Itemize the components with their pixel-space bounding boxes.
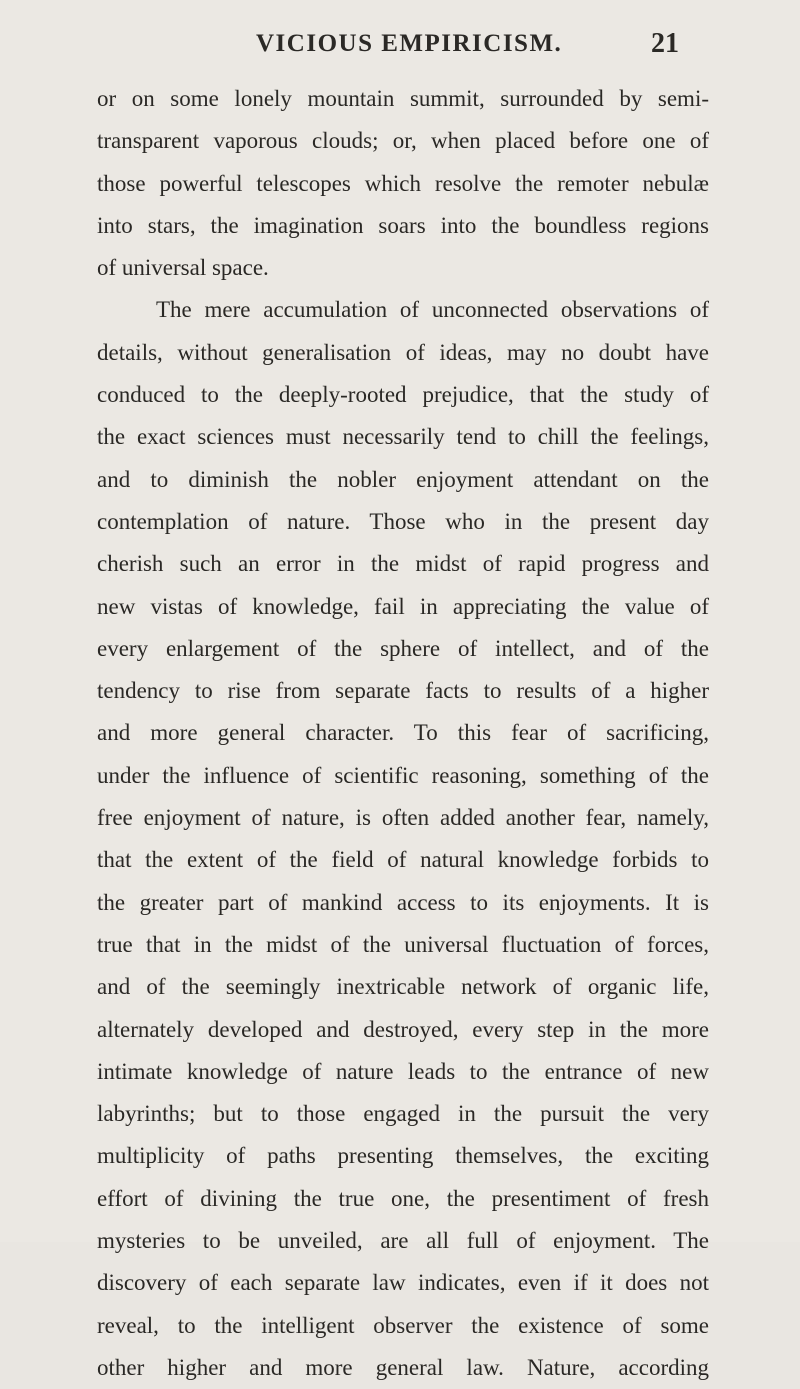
- text-line: transparent vaporous clouds; or, when placed before one of: [97, 128, 709, 154]
- text-line: new vistas of knowledge, fail in appreciating the value of: [97, 593, 709, 619]
- text-line: mysteries to be unveiled, are all full of enjoyment. The: [97, 1228, 709, 1254]
- text-line: effort of divining the true one, the presentiment of fresh: [97, 1185, 709, 1211]
- text-line: that the extent of the field of natural knowledge forbids to: [97, 847, 709, 873]
- running-head: [0, 30, 800, 64]
- text-line: and to diminish the nobler enjoyment attendant on the: [97, 466, 709, 492]
- text-line: of universal space.: [97, 255, 269, 281]
- text-line: tendency to rise from separate facts to results of a higher: [97, 678, 709, 704]
- text-line: the exact sciences must necessarily tend to chill the feelings,: [97, 424, 709, 450]
- text-line: under the influence of scientific reasoning, something of the: [97, 762, 709, 788]
- text-line: the greater part of mankind access to its enjoyments. It is: [97, 889, 709, 915]
- text-line: other higher and more general law. Nature, according: [97, 1354, 709, 1380]
- text-line: those powerful telescopes which resolve the remoter nebulæ: [97, 170, 709, 196]
- text-line: contemplation of nature. Those who in the present day: [97, 508, 709, 534]
- text-line: and more general character. To this fear of sacrificing,: [97, 720, 709, 746]
- text-line: The mere accumulation of unconnected observations of: [156, 297, 709, 323]
- text-line: free enjoyment of nature, is often added another fear, namely,: [97, 805, 709, 831]
- running-head-title: VICIOUS EMPIRICISM.: [256, 30, 563, 57]
- text-line: labyrinths; but to those engaged in the pursuit the very: [97, 1101, 709, 1127]
- text-line: details, without generalisation of ideas, may no doubt have: [97, 339, 709, 365]
- text-line: discovery of each separate law indicates, even if it does not: [97, 1270, 709, 1296]
- text-line: reveal, to the intelligent observer the existence of some: [97, 1312, 709, 1338]
- text-line: or on some lonely mountain summit, surrounded by semi-: [97, 86, 709, 111]
- text-line: true that in the midst of the universal fluctuation of forces,: [97, 931, 709, 957]
- text-line: every enlargement of the sphere of intellect, and of the: [97, 635, 709, 661]
- text-line: intimate knowledge of nature leads to the entrance of new: [97, 1058, 709, 1084]
- page-number: 21: [651, 28, 679, 59]
- text-line: cherish such an error in the midst of rapid progress and: [97, 551, 709, 577]
- text-line: and of the seemingly inextricable network of organic life,: [97, 974, 709, 1000]
- text-line: conduced to the deeply-rooted prejudice, that the study of: [97, 382, 709, 408]
- text-line: into stars, the imagination soars into the boundless regions: [97, 212, 709, 238]
- text-line: multiplicity of paths presenting themselves, the exciting: [97, 1143, 709, 1169]
- text-line: alternately developed and destroyed, every step in the more: [97, 1016, 709, 1042]
- body-text: [97, 78, 709, 1389]
